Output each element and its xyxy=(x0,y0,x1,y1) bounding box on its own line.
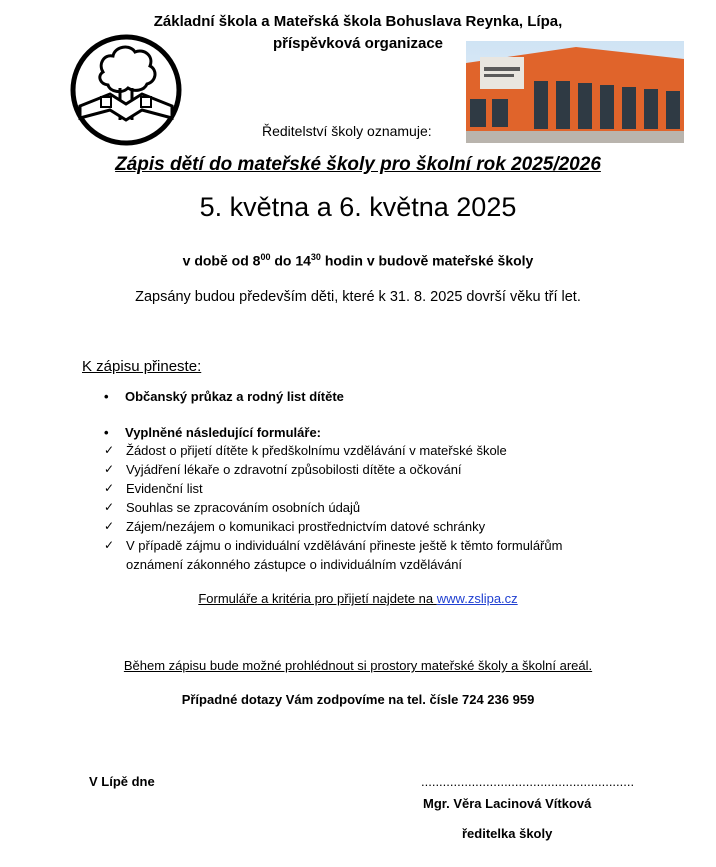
bring-heading: K zápisu přineste: xyxy=(82,358,202,375)
checklist-item-label: Souhlas se zpracováním osobních údajů xyxy=(126,500,361,515)
checklist-item-label: Zájem/nezájem o komunikaci prostřednictvím datové schránky xyxy=(126,519,486,534)
hours-to-minutes: 30 xyxy=(310,252,321,262)
bullet-icon: • xyxy=(104,389,109,404)
signature-line: ........................................................... xyxy=(421,774,635,789)
list-item-label: Vyplněné následující formuláře: xyxy=(125,425,322,440)
checklist-item xyxy=(104,498,562,517)
school-name-line2: příspěvková organizace xyxy=(272,35,444,52)
list-item xyxy=(104,389,344,404)
hours-from-text: v době od 8 xyxy=(182,252,261,269)
checklist-item-label: Evidenční list xyxy=(126,481,203,496)
checkmark-icon: ✓ xyxy=(104,538,115,552)
checkmark-icon: ✓ xyxy=(104,443,115,457)
checklist-item xyxy=(104,460,562,479)
forms-link-line xyxy=(0,591,716,606)
tour-note: Během zápisu bude možné prohlédnout si prostory mateřské školy a školní areál. xyxy=(123,658,593,673)
place-date-label: V Lípě dne xyxy=(89,774,155,789)
checklist-item-label: Vyjádření lékaře o zdravotní způsobilosti dítěte a očkování xyxy=(126,462,462,477)
bullet-icon: • xyxy=(104,425,109,440)
forms-link-text: Formuláře a kritéria pro přijetí najdete na xyxy=(198,591,437,606)
announcement-intro: Ředitelství školy oznamuje: xyxy=(262,123,432,139)
checklist-item xyxy=(104,479,562,498)
checklist-item-continuation xyxy=(104,555,562,574)
enrollment-dates: 5. května a 6. května 2025 xyxy=(199,192,517,222)
contact-note: Případné dotazy Vám zodpovíme na tel. čísle 724 236 959 xyxy=(181,692,535,707)
checkmark-icon: ✓ xyxy=(104,519,115,533)
checkmark-icon: ✓ xyxy=(104,462,115,476)
eligibility-note: Zapsány budou především děti, které k 31. 8. 2025 dovrší věku tří let. xyxy=(135,289,581,305)
hours-to-text: do 14 xyxy=(270,252,311,269)
checklist-item-label: V případě zájmu o individuální vzdělávání přineste ještě k těmto formulářům xyxy=(126,538,563,553)
enrollment-title: Zápis dětí do mateřské školy pro školní rok 2025/2026 xyxy=(115,154,601,175)
hours-location: hodin v budově mateřské školy xyxy=(320,252,534,269)
list-item xyxy=(104,425,321,440)
checkmark-icon: ✓ xyxy=(104,500,115,514)
list-item-label: Občanský průkaz a rodný list dítěte xyxy=(125,389,344,404)
checklist-item xyxy=(104,517,562,536)
forms-checklist xyxy=(104,441,562,574)
signatory-role: ředitelka školy xyxy=(462,826,553,841)
checkmark-icon: ✓ xyxy=(104,481,115,495)
school-name-line1: Základní škola a Mateřská škola Bohuslava Reynka, Lípa, xyxy=(153,13,563,30)
checklist-item xyxy=(104,536,562,555)
school-website-link[interactable]: www.zslipa.cz xyxy=(436,591,518,606)
hours-from-minutes: 00 xyxy=(260,252,271,262)
enrollment-hours xyxy=(0,252,716,269)
checklist-item-label: oznámení zákonného zástupce o individuálním vzdělávání xyxy=(126,557,463,572)
school-building-photo xyxy=(466,41,684,143)
school-logo xyxy=(70,34,182,146)
signatory-name: Mgr. Věra Lacinová Vítková xyxy=(423,796,592,811)
checklist-item-label: Žádost o přijetí dítěte k předškolnímu vzdělávání v mateřské škole xyxy=(126,443,507,458)
checklist-item xyxy=(104,441,562,460)
